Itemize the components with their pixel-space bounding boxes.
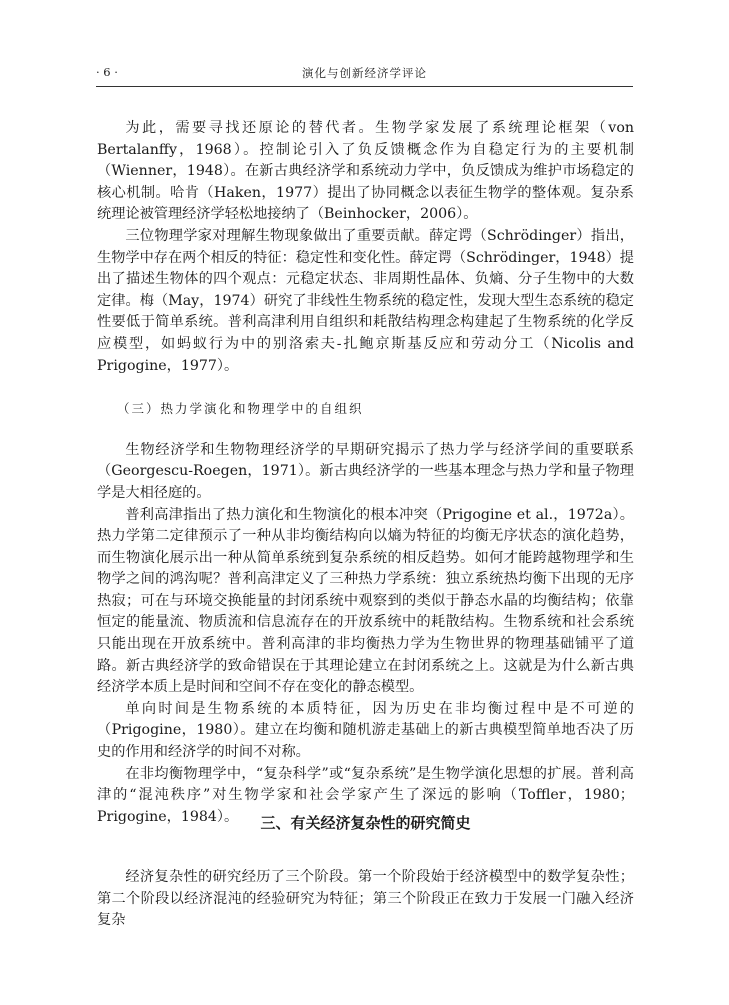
paragraph: 单向时间是生物系统的本质特征，因为历史在非均衡过程中是不可逆的（Prigogine，1980）。建立在均衡和随机游走基础上的新古典模型简单地否决了历史的作用和经济学的时间不对称。 bbox=[97, 700, 634, 761]
page-number: · 6 · bbox=[96, 65, 118, 79]
paragraph: 经济复杂性的研究经历了三个阶段。第一个阶段始于经济模型中的数学复杂性；第二个阶段以经济混沌的经验研究为特征；第三个阶段正在致力于发展一门融入经济复杂 bbox=[97, 869, 634, 929]
body-text-continued bbox=[97, 867, 634, 932]
section-heading: 三、有关经济复杂性的研究简史 bbox=[260, 814, 471, 832]
paragraph: 为此，需要寻找还原论的替代者。生物学家发展了系统理论框架（von Bertalanffy，1968）。控制论引入了负反馈概念作为自稳定行为的主要机制（Wienner，1948）。在新古典经济学和系统动力学中，负反馈成为维护市场稳定的核心机制。哈肯（Haken，1977）提出了协同概念以表征生物学的整体观。复杂系统理论被管理经济学轻松地接纳了（Beinhocker，2006）。 bbox=[97, 120, 634, 223]
paragraph: 生物经济学和生物物理经济学的早期研究揭示了热力学与经济学间的重要联系（Georgescu-Roegen，1971）。新古典经济学的一些基本理念与热力学和量子物理学是大相径庭的。 bbox=[97, 441, 634, 501]
subheading: （三）热力学演化和物理学中的自组织 bbox=[117, 401, 364, 417]
paragraph: 三位物理学家对理解生物现象做出了重要贡献。薛定谔（Schrödinger）指出，生物学中存在两个相反的特征：稳定性和变化性。薛定谔（Schrödinger，1948）提出了描述生物体的四个观点：元稳定状态、非周期性晶体、负熵、分子生物中的大数定律。梅（May，1974）研究了非线性生物系统的稳定性，发现大型生态系统的稳定性要低于简单系统。普利高津利用自组织和耗散结构理念构建起了生物系统的化学反应模型，如蚂蚁行为中的别洛索夫-扎鲍京斯基反应和劳动分工（Nicolis and Prigogine，1977）。 bbox=[97, 227, 634, 374]
paragraph: 普利高津指出了热力演化和生物演化的根本冲突（Prigogine et al.，1972a）。热力学第二定律预示了一种从非均衡结构向以熵为特征的均衡无序状态的演化趋势，而生物演化展示出一种从简单系统到复杂系统的相反趋势。如何才能跨越物理学和生物学之间的鸿沟呢？普利高津定义了三种热力学系统：独立系统热均衡下出现的无序热寂；可在与环境交换能量的封闭系统中观察到的类似于静态水晶的均衡结构；依靠恒定的能量流、物质流和信息流存在的开放系统中的耗散结构。生物系统和社会系统只能出现在开放系统中。普利高津的非均衡热力学为生物世界的物理基础铺平了道路。新古典经济学的致命错误在于其理论建立在封闭系统之上。这就是为什么新古典经济学本质上是时间和空间不存在变化的静态模型。 bbox=[97, 506, 634, 696]
body-text bbox=[97, 118, 634, 828]
running-header bbox=[96, 63, 633, 85]
header-rule bbox=[96, 86, 633, 87]
paragraph: 在非均衡物理学中，“复杂科学”或“复杂系统”是生物学演化思想的扩展。普利高津的“混沌秩序”对生物学家和社会学家产生了深远的影响（Toffler，1980；Prigogine，1984）。 bbox=[97, 765, 634, 825]
running-title: 演化与创新经济学评论 bbox=[302, 66, 427, 80]
